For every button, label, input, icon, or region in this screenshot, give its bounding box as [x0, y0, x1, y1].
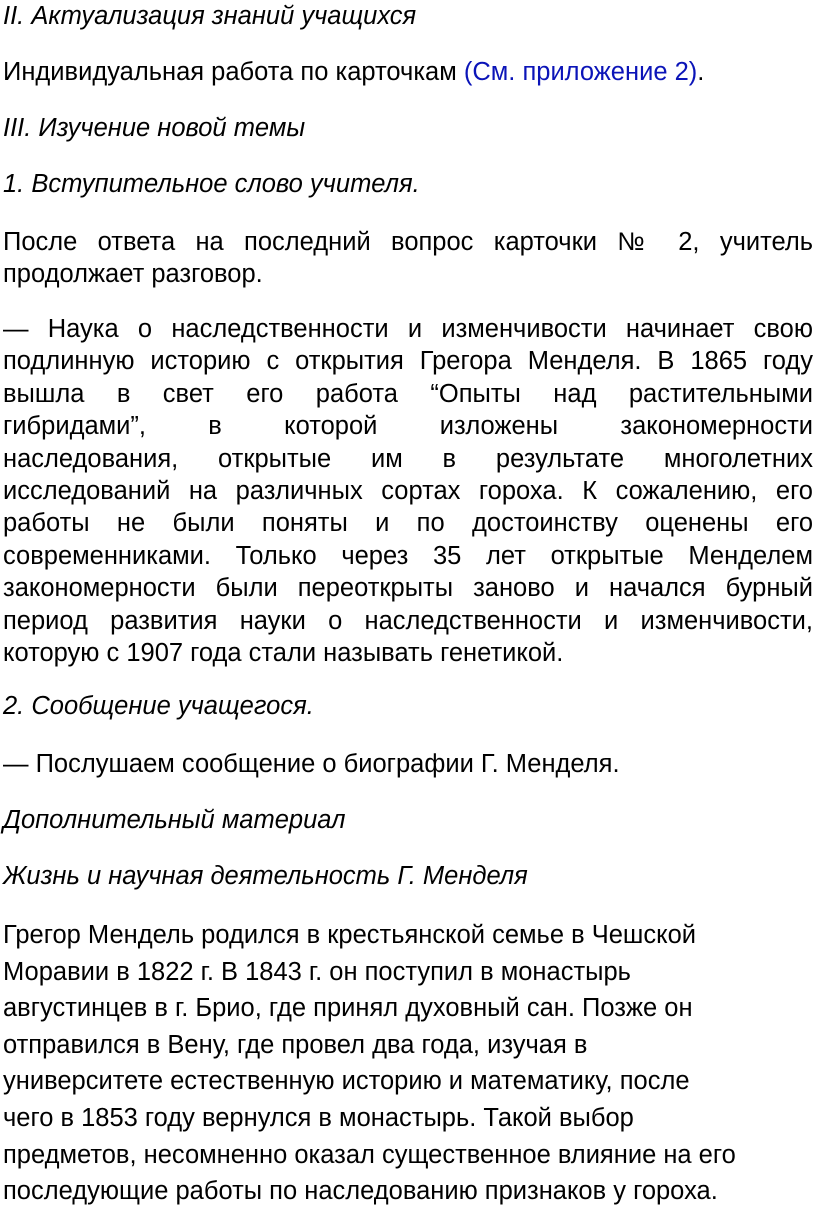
- individual-work-line: [3, 58, 813, 87]
- listen-line: — Послушаем сообщение о биографии Г. Менделя.: [3, 750, 620, 778]
- paragraph-line: чего в 1853 году вернулся в монастырь. Такой выбор: [3, 1103, 634, 1132]
- teacher-intro-paragraph: [3, 226, 813, 291]
- paragraph-line: августинцев в г. Брио, где принял духовный сан. Позже он: [3, 994, 693, 1023]
- paragraph-line: отправился в Вену, где провел два года, изучая в: [3, 1030, 588, 1059]
- individual-work-text: Индивидуальная работа по карточкам: [3, 58, 464, 86]
- individual-work-period: .: [697, 58, 705, 86]
- paragraph-line: наследования, открытые им в результате многолетних: [3, 444, 813, 473]
- paragraph-line: университете естественную историю и математику, после: [3, 1067, 690, 1096]
- item-1-heading: 1. Вступительное слово учителя.: [3, 170, 420, 198]
- paragraph-line: последующие работы по наследованию признаков у гороха.: [3, 1177, 718, 1206]
- item-2-heading: 2. Сообщение учащегося.: [3, 692, 314, 720]
- paragraph-line: подлинную историю с открытия Грегора Менделя. В 1865 году: [3, 347, 813, 376]
- paragraph-line: Грегор Мендель родился в крестьянской семье в Чешской: [3, 921, 696, 949]
- paragraph-line: продолжает разговор.: [3, 260, 263, 289]
- paragraph-line: которую с 1907 года стали называть генетикой.: [3, 638, 564, 667]
- paragraph-line: исследований на различных сортах гороха. К сожалению, его: [3, 476, 813, 505]
- paragraph-line: вышла в свет его работа “Опыты над растительными: [3, 379, 813, 408]
- paragraph-line: период развития науки о наследственности и изменчивости,: [3, 606, 813, 635]
- extra-material-heading: Дополнительный материал: [3, 806, 346, 834]
- paragraph-line: — Наука о наследственности и изменчивости начинает свою: [3, 315, 813, 343]
- section-3-heading: III. Изучение новой темы: [3, 114, 306, 142]
- paragraph-line: предметов, несомненно оказал существенное влияние на его: [3, 1140, 736, 1169]
- appendix-2-link[interactable]: (См. приложение 2): [463, 58, 698, 86]
- biography-paragraph: [3, 917, 813, 1210]
- life-heading: Жизнь и научная деятельность Г. Менделя: [3, 862, 528, 890]
- paragraph-line: гибридами”, в которой изложены закономерности: [3, 412, 813, 441]
- paragraph-line: закономерности были переоткрыты заново и начался бурный: [3, 574, 813, 603]
- paragraph-line: Моравии в 1822 г. В 1843 г. он поступил в монастырь: [3, 957, 631, 986]
- paragraph-line: После ответа на последний вопрос карточки № 2, учитель: [3, 228, 813, 256]
- paragraph-line: работы не были поняты и по достоинству оценены его: [3, 509, 813, 538]
- section-2-heading: II. Актуализация знаний учащихся: [3, 2, 417, 30]
- paragraph-line: современниками. Только через 35 лет открытые Менделем: [3, 541, 813, 570]
- teacher-speech-paragraph: [3, 313, 813, 669]
